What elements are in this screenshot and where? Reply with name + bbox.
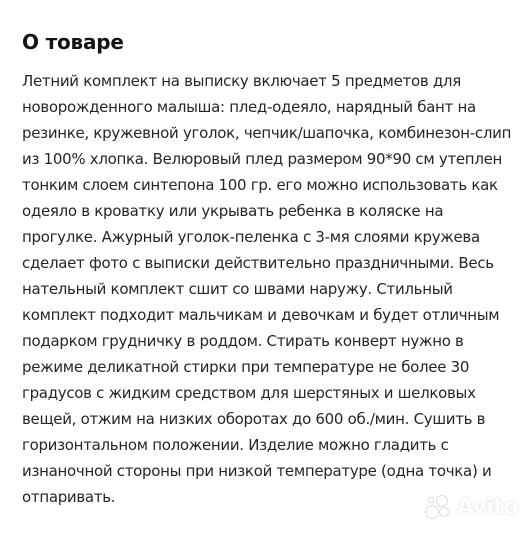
product-description-section bbox=[22, 28, 516, 510]
product-description-text: Летний комплект на выписку включает 5 предметов для новорожденного малыша: плед-одеяло, нарядный бант на резинке, кружевной уголок, чепчик/шапочка, комбинезон-слип из 100% хлопка. Велюровый плед размером 90*90 см утеплен тонким слоем синтепона 100 гр. его можно использовать как одеяло в кроватку или укрывать ребенка в коляске на прогулке. Ажурный уголок-пеленка с 3-мя слоями кружева сделает фото с выписки действительно праздничными. Весь нательный комплект сшит со швами наружу. Стильный комплект подходит мальчикам и девочкам и будет отличным подарком грудничку в роддом. Стирать конверт нужно в режиме деликатной стирки при температуре не более 30 градусов с жидким средством для шерстяных и шелковых вещей, отжим на низких оборотах до 600 об./мин. Сушить в горизонтальном положении. Изделие можно гладить с изнаночной стороны при низкой температуре (одна точка) и отпаривать. bbox=[22, 72, 512, 506]
avito-watermark-text: Avito bbox=[456, 494, 518, 520]
avito-logo-icon bbox=[423, 492, 453, 522]
section-title: О товаре bbox=[22, 30, 124, 54]
avito-watermark bbox=[423, 492, 518, 522]
